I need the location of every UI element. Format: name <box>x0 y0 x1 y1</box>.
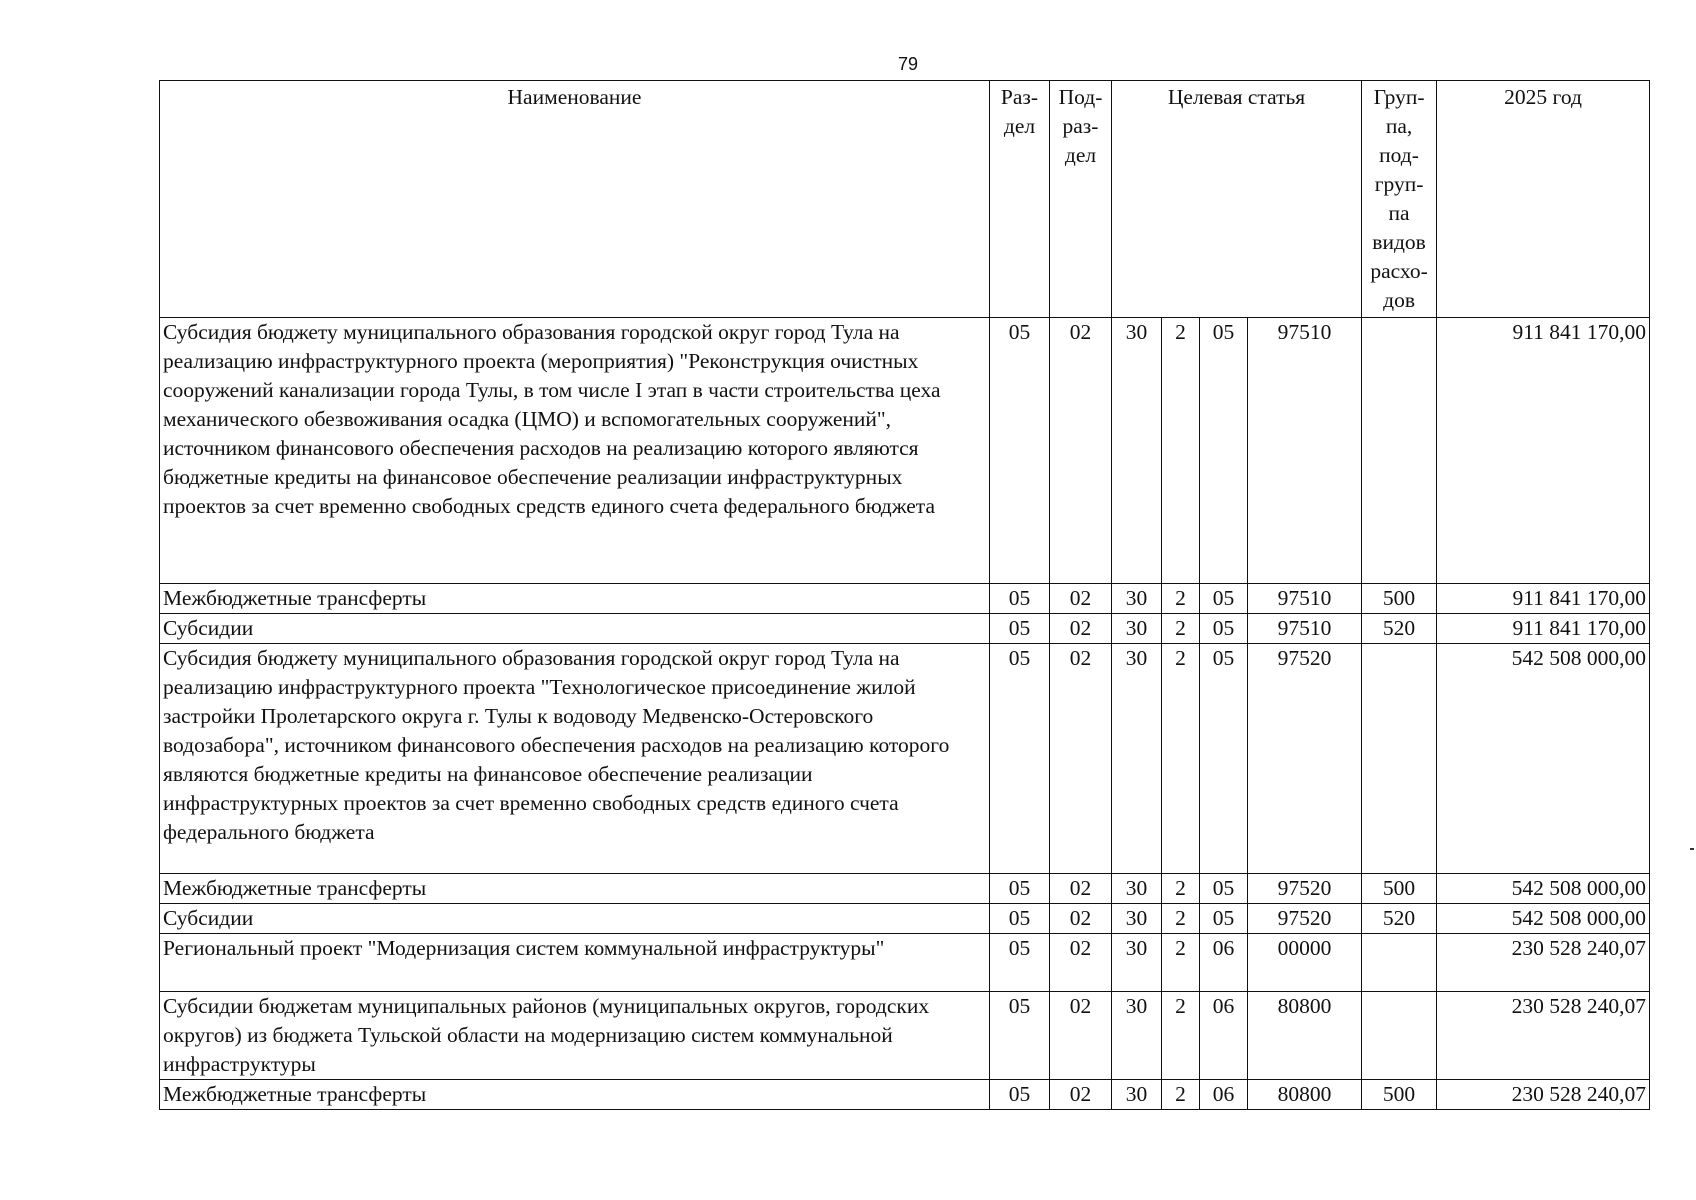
row-target-type: 2 <box>1162 644 1200 874</box>
row-target-direction: 80800 <box>1248 1080 1362 1110</box>
margin-mark <box>1690 848 1694 850</box>
row-target-type: 2 <box>1162 584 1200 614</box>
row-target-subprogram: 05 <box>1200 874 1248 904</box>
row-amount: 911 841 170,00 <box>1437 318 1650 584</box>
row-target-program: 30 <box>1112 904 1162 934</box>
row-razdel: 05 <box>990 1080 1050 1110</box>
row-podrazdel: 02 <box>1050 934 1112 992</box>
row-target-direction: 97520 <box>1248 874 1362 904</box>
row-group <box>1362 992 1437 1080</box>
row-amount: 542 508 000,00 <box>1437 904 1650 934</box>
row-target-program: 30 <box>1112 584 1162 614</box>
row-podrazdel: 02 <box>1050 1080 1112 1110</box>
row-target-subprogram: 05 <box>1200 584 1248 614</box>
row-target-direction: 97520 <box>1248 644 1362 874</box>
row-name: Субсидии <box>160 614 990 644</box>
row-target-program: 30 <box>1112 1080 1162 1110</box>
row-group <box>1362 934 1437 992</box>
row-razdel: 05 <box>990 614 1050 644</box>
row-podrazdel: 02 <box>1050 318 1112 584</box>
row-podrazdel: 02 <box>1050 644 1112 874</box>
row-amount: 542 508 000,00 <box>1437 874 1650 904</box>
row-razdel: 05 <box>990 874 1050 904</box>
table-row <box>160 874 1650 904</box>
header-group: Груп-па, под-груп-па видов расхо-дов <box>1362 81 1437 318</box>
row-target-type: 2 <box>1162 874 1200 904</box>
row-amount: 542 508 000,00 <box>1437 644 1650 874</box>
row-amount: 230 528 240,07 <box>1437 934 1650 992</box>
row-target-program: 30 <box>1112 644 1162 874</box>
row-name: Субсидия бюджету муниципального образования городской округ город Тула на реализацию инфраструктурного проекта (мероприятия) "Реконструкция очистных сооружений канализации города Тулы, в том числе I этап в части строительства цеха механического обезвоживания осадка (ЦМО) и вспомогательных сооружений", источником финансового обеспечения расходов на реализацию которого являются бюджетные кредиты на финансовое обеспечение реализации инфраструктурных проектов за счет временно свободных средств единого счета федерального бюджета <box>160 318 990 584</box>
row-target-subprogram: 05 <box>1200 904 1248 934</box>
budget-table <box>159 80 1650 1110</box>
row-target-program: 30 <box>1112 934 1162 992</box>
row-razdel: 05 <box>990 644 1050 874</box>
row-group: 500 <box>1362 1080 1437 1110</box>
row-target-direction: 97510 <box>1248 584 1362 614</box>
row-target-subprogram: 05 <box>1200 644 1248 874</box>
row-target-type: 2 <box>1162 614 1200 644</box>
table-row <box>160 904 1650 934</box>
table-row <box>160 318 1650 584</box>
row-amount: 911 841 170,00 <box>1437 584 1650 614</box>
row-razdel: 05 <box>990 584 1050 614</box>
row-razdel: 05 <box>990 904 1050 934</box>
row-name: Субсидия бюджету муниципального образования городской округ город Тула на реализацию инфраструктурного проекта "Технологическое присоединение жилой застройки Пролетарского округа г. Тулы к водоводу Медвенско-Остеровского водозабора", источником финансового обеспечения расходов на реализацию которого являются бюджетные кредиты на финансовое обеспечение реализации инфраструктурных проектов за счет временно свободных средств единого счета федерального бюджета <box>160 644 990 874</box>
row-name: Региональный проект "Модернизация систем коммунальной инфраструктуры" <box>160 934 990 992</box>
row-target-type: 2 <box>1162 992 1200 1080</box>
row-target-program: 30 <box>1112 318 1162 584</box>
row-target-program: 30 <box>1112 874 1162 904</box>
row-target-subprogram: 05 <box>1200 614 1248 644</box>
header-row <box>160 81 1650 318</box>
row-target-type: 2 <box>1162 934 1200 992</box>
row-target-direction: 80800 <box>1248 992 1362 1080</box>
row-amount: 230 528 240,07 <box>1437 1080 1650 1110</box>
row-target-direction: 97510 <box>1248 614 1362 644</box>
header-razdel: Раз-дел <box>990 81 1050 318</box>
row-name: Межбюджетные трансферты <box>160 1080 990 1110</box>
row-name: Межбюджетные трансферты <box>160 584 990 614</box>
row-razdel: 05 <box>990 934 1050 992</box>
row-target-subprogram: 05 <box>1200 318 1248 584</box>
header-target: Целевая статья <box>1112 81 1362 318</box>
row-target-subprogram: 06 <box>1200 934 1248 992</box>
row-group <box>1362 644 1437 874</box>
row-target-type: 2 <box>1162 1080 1200 1110</box>
row-target-type: 2 <box>1162 904 1200 934</box>
row-target-program: 30 <box>1112 992 1162 1080</box>
table-row <box>160 992 1650 1080</box>
row-name: Субсидии <box>160 904 990 934</box>
row-podrazdel: 02 <box>1050 584 1112 614</box>
table-row <box>160 934 1650 992</box>
row-target-direction: 97510 <box>1248 318 1362 584</box>
row-group: 520 <box>1362 614 1437 644</box>
row-podrazdel: 02 <box>1050 992 1112 1080</box>
row-target-direction: 00000 <box>1248 934 1362 992</box>
table-row <box>160 1080 1650 1110</box>
page-number: 79 <box>897 54 919 74</box>
row-amount: 911 841 170,00 <box>1437 614 1650 644</box>
header-podrazdel: Под-раз-дел <box>1050 81 1112 318</box>
row-razdel: 05 <box>990 318 1050 584</box>
table-row <box>160 614 1650 644</box>
row-group: 520 <box>1362 904 1437 934</box>
row-razdel: 05 <box>990 992 1050 1080</box>
row-target-subprogram: 06 <box>1200 1080 1248 1110</box>
row-target-direction: 97520 <box>1248 904 1362 934</box>
row-target-type: 2 <box>1162 318 1200 584</box>
row-group: 500 <box>1362 584 1437 614</box>
table-row <box>160 584 1650 614</box>
row-group: 500 <box>1362 874 1437 904</box>
row-podrazdel: 02 <box>1050 614 1112 644</box>
header-year: 2025 год <box>1437 81 1650 318</box>
row-podrazdel: 02 <box>1050 904 1112 934</box>
row-group <box>1362 318 1437 584</box>
table-row <box>160 644 1650 874</box>
header-name: Наименование <box>160 81 990 318</box>
row-amount: 230 528 240,07 <box>1437 992 1650 1080</box>
row-name: Субсидии бюджетам муниципальных районов (муниципальных округов, городских округов) из бюджета Тульской области на модернизацию систем коммунальной инфраструктуры <box>160 992 990 1080</box>
row-target-subprogram: 06 <box>1200 992 1248 1080</box>
row-target-program: 30 <box>1112 614 1162 644</box>
row-name: Межбюджетные трансферты <box>160 874 990 904</box>
row-podrazdel: 02 <box>1050 874 1112 904</box>
